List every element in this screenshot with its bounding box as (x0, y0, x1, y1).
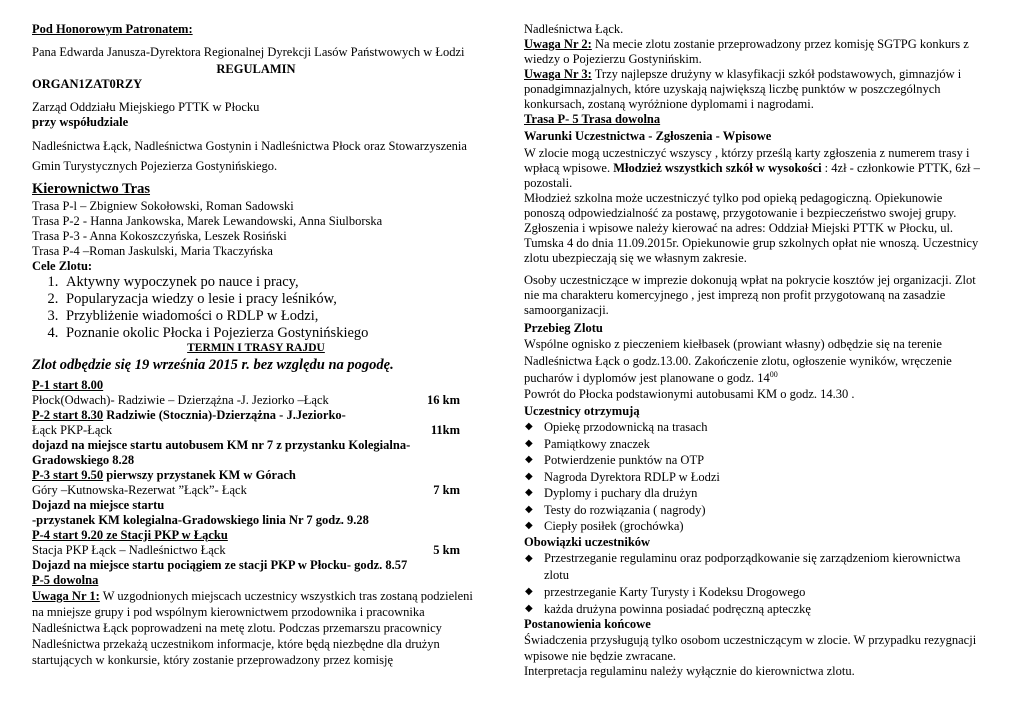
otrzymuja-item (524, 436, 986, 452)
osoby-paragraph: Osoby uczestniczące w imprezie dokonują wpłat na pokrycie kosztów jej organizacji. Zlot nie ma charakteru komercyjnego , jest imprezą non profit przygotowaną na zasadzie samoorganizacji. (524, 273, 976, 317)
kierownictwo-item: Trasa P-4 –Roman Jaskulski, Maria Tkaczyńska (32, 244, 273, 258)
postanowienia-heading: Postanowienia końcowe (524, 617, 651, 631)
diamond-bullet-icon: ◆ (525, 503, 533, 515)
p5-heading: P-5 dowolna (32, 573, 99, 587)
p4-dojazd: Dojazd na miejsce startu pociągiem ze stacji PKP w Płocku- godz. 8.57 (32, 558, 408, 572)
patronat-heading: Pod Honorowym Patronatem: (32, 22, 193, 36)
otrzymuja-item (524, 518, 986, 534)
trasa-p5-heading: Trasa P- 5 Trasa dowolna (524, 112, 661, 126)
otrzymuja-item (524, 419, 986, 435)
kierownictwo-item: Trasa P-3 - Anna Kokoszczyńska, Leszek Rosiński (32, 229, 287, 243)
regulamin-heading: REGULAMIN (216, 62, 296, 76)
otrzymuja-item (524, 485, 986, 501)
zarzad-text: Zarząd Oddziału Miejskiego PTTK w Płocku (32, 100, 260, 114)
cele-item: 2. Popularyzacja wiedzy o lesie i pracy leśników, (62, 291, 480, 308)
warunki-heading: Warunki Uczestnictwa - Zgłoszenia - Wpisowe (524, 129, 772, 143)
otrzymuja-list (524, 419, 986, 534)
obowiazki-item-text: każda drużyna powinna posiadać podręczną apteczkę (544, 601, 811, 616)
otrzymuja-item-text: Testy do rozwiązania ( nagrody) (544, 502, 706, 517)
obowiazki-item-text: przestrzeganie Karty Turysty i Kodeksu Drogowego (544, 585, 806, 599)
diamond-bullet-icon: ◆ (525, 487, 533, 498)
p1-heading: P-1 start 8.00 (32, 378, 104, 392)
obowiazki-item-text: Przestrzeganie regulaminu oraz podporządkowanie się zarządzeniom kierownictwa zlotu (544, 550, 961, 582)
diamond-bullet-icon: ◆ (525, 586, 533, 597)
p1-route-row (32, 393, 480, 408)
p1-route: Płock(Odwach)- Radziwie – Dzierzążna -J. Jeziorko –Łąck (32, 393, 329, 407)
p2-heading-rest: Radziwie (Stocznia)-Dzierzążna - J.Jeziorko- (103, 408, 346, 422)
otrzymuja-heading: Uczestnicy otrzymują (524, 404, 640, 418)
nadlesnictwa-text: Nadleśnictwa Łąck, Nadleśnictwa Gostynin i Nadleśnictwa Płock oraz Stowarzyszenia Gmin Turystycznych Pojezierza Gostynińskiego. (32, 139, 467, 173)
organizatorzy-heading: ORGAN1ZAT0RZY (32, 77, 143, 91)
otrzymuja-item-text: Opiekę przodownicką na trasach (544, 420, 708, 434)
diamond-bullet-icon: ◆ (525, 520, 533, 531)
otrzymuja-item-text: Dyplomy i puchary dla drużyn (544, 486, 698, 500)
p2-km: 11km (430, 423, 460, 437)
p3-route: Góry –Kutnowska-Rezerwat ”Łąck”- Łąck (32, 483, 247, 497)
uwaga2-label: Uwaga Nr 2: (524, 37, 592, 51)
obowiazki-heading: Obowiązki uczestników (524, 534, 651, 549)
warunki-text-3: Młodzież szkolna może uczestniczyć tylko pod opieką pedagogiczną. Opiekunowie ponoszą odpowiedzialność za postawę, przygotowanie i bezpieczeństwo swojej grupy. Zgłoszenia i wpisowe należy kierować na adres: Oddział Miejski PTTK w Płocku, ul. Tumska 4 do dnia 11.09.2015r. Opiekunowie grup szkolnych opłat nie wnoszą. Uczestnicy zlotu ubezpieczają się we własnym zakresie. (524, 191, 979, 265)
otrzymuja-item-text: Ciepły posiłek (grochówka) (544, 519, 684, 533)
p2-heading-row (32, 408, 480, 423)
przebieg-paragraph (524, 336, 986, 387)
p4-heading: P-4 start 9.20 (32, 528, 104, 542)
cele-list (32, 274, 480, 342)
diamond-bullet-icon: ◆ (525, 421, 533, 432)
p2-route-row (32, 423, 480, 438)
obowiazki-item (524, 601, 986, 617)
uwaga3-text: Trzy najlepsze drużyny w klasyfikacji szkół podstawowych, gimnazjów i ponadgimnazjalnych, które uzyskają największą liczbę punktów w poszczególnych konkursach, zostaną wyróżnione dyplomami i nagrodami. (524, 67, 962, 111)
otrzymuja-item (524, 469, 986, 485)
continuation-text: Nadleśnictwa Łąck. (524, 22, 624, 36)
left-column (32, 22, 480, 668)
p3-dojazd-2: -przystanek KM kolegialna-Gradowskiego linia Nr 7 godz. 9.28 (32, 513, 369, 527)
kierownictwo-item: Trasa P-l – Zbigniew Sokołowski, Roman Sadowski (32, 199, 294, 213)
wspoludziale-text: przy współudziale (32, 115, 129, 129)
kierownictwo-item: Trasa P-2 - Hanna Jankowska, Marek Lewandowski, Anna Siulborska (32, 214, 383, 228)
uwaga1-label: Uwaga Nr 1: (32, 589, 100, 603)
termin-heading: TERMIN I TRASY RAJDU (187, 342, 325, 354)
p4-km: 5 km (433, 543, 460, 557)
p3-route-row (32, 483, 480, 498)
p3-heading-rest: pierwszy przystanek KM w Górach (103, 468, 296, 482)
otrzymuja-item-text: Potwierdzenie punktów na OTP (544, 453, 705, 467)
otrzymuja-item (524, 452, 986, 468)
p2-heading: P-2 start 8.30 (32, 408, 104, 422)
przebieg-sup: 00 (769, 369, 778, 379)
diamond-bullet-icon: ◆ (525, 602, 533, 614)
uwaga3-paragraph (524, 67, 986, 112)
zlot-info: Zlot odbędzie się 19 września 2015 r. bez względu na pogodę. (32, 357, 394, 373)
warunki-bold: Młodzież wszystkich szkół w wysokości (613, 161, 822, 175)
p4-route-row (32, 543, 480, 558)
cele-item: 4. Poznanie okolic Płocka i Pojezierza Gostynińskiego (62, 325, 480, 342)
uwaga3-label: Uwaga Nr 3: (524, 67, 592, 81)
kierownictwo-heading: Kierownictwo Tras (32, 181, 151, 197)
diamond-bullet-icon: ◆ (525, 437, 533, 449)
uwaga2-paragraph (524, 37, 986, 67)
uwaga1-text: W uzgodnionych miejscach uczestnicy wszystkich tras zostaną podzieleni na mniejsze grupy i pod wspólnym kierownictwem przodownika i pracownika Nadleśnictwa Łąck poprowadzeni na metę zlotu. Podczas przemarszu pracownicy Nadleśnictwa przekażą uczestnikom informacje, które będą niezbędne dla drużyn startujących w konkursie, który zostanie przeprowadzony przez komisję (32, 589, 473, 667)
diamond-bullet-icon: ◆ (525, 470, 533, 482)
p1-km: 16 km (427, 393, 460, 407)
warunki-paragraph (524, 146, 986, 191)
warunki-text-2: : 4zł - członkowie PTTK, 6zł – pozostali. (524, 161, 980, 190)
postanowienia-text-2: Interpretacja regulaminu należy wyłącznie do kierownictwa zlotu. (524, 664, 855, 678)
p4-heading-row (32, 528, 480, 543)
obowiazki-item (524, 584, 986, 600)
otrzymuja-item-text: Pamiątkowy znaczek (544, 436, 650, 451)
przebieg-text: Wspólne ognisko z pieczeniem kiełbasek (prowiant własny) odbędzie się na terenie Nadleśnictwa Łąck o godz.13.00. Zakończenie zlotu, ogłoszenie wyników, wręczenie pucharów i dyplomów jest planowane o godz. 14 (524, 337, 952, 385)
obowiazki-item (524, 550, 986, 584)
p2-route: Łąck PKP-Łąck (32, 423, 113, 437)
otrzymuja-item-text: Nagroda Dyrektora RDLP w Łodzi (544, 469, 720, 484)
cele-heading: Cele Zlotu: (32, 259, 93, 273)
p2-dojazd: dojazd na miejsce startu autobusem KM nr 7 z przystanku Kolegialna-Gradowskiego 8.28 (32, 438, 411, 467)
diamond-bullet-icon: ◆ (525, 552, 533, 564)
right-column (524, 22, 986, 679)
p3-heading: P-3 start 9.50 (32, 468, 104, 482)
uwaga1-paragraph (32, 588, 480, 668)
p4-route: Stacja PKP Łąck – Nadleśnictwo Łąck (32, 543, 226, 557)
patronat-text: Pana Edwarda Janusza-Dyrektora Regionalnej Dyrekcji Lasów Państwowych w Łodzi (32, 45, 465, 59)
uwaga2-text: Na mecie zlotu zostanie przeprowadzony przez komisję SGTPG konkurs z wiedzy o Pojezierzu Gostynińskim. (524, 37, 969, 66)
obowiazki-list (524, 550, 986, 617)
postanowienia-text-1: Świadczenia przysługują tylko osobom uczestniczącym w zlocie. W przypadku rezygnacji wpisowe nie będzie zwracane. (524, 633, 977, 663)
p4-heading-rest: ze Stacji PKP w Łącku (103, 528, 228, 542)
diamond-bullet-icon: ◆ (525, 454, 533, 465)
cele-item: 3. Przybliżenie wiadomości o RDLP w Łodzi, (62, 308, 480, 325)
p3-heading-row (32, 468, 480, 483)
cele-item: 1. Aktywny wypoczynek po nauce i pracy, (62, 274, 480, 291)
p3-km: 7 km (433, 483, 460, 497)
warunki-text-1: W zlocie mogą uczestniczyć wszyscy , którzy prześlą karty zgłoszenia z numerem trasy i wpłacą wpisowe. (524, 146, 970, 175)
p3-dojazd-1: Dojazd na miejsce startu (32, 498, 165, 512)
otrzymuja-item (524, 502, 986, 518)
powrot-text: Powrót do Płocka podstawionymi autobusami KM o godz. 14.30 . (524, 387, 855, 401)
kierownictwo-list (32, 199, 480, 259)
przebieg-heading: Przebieg Zlotu (524, 321, 603, 335)
